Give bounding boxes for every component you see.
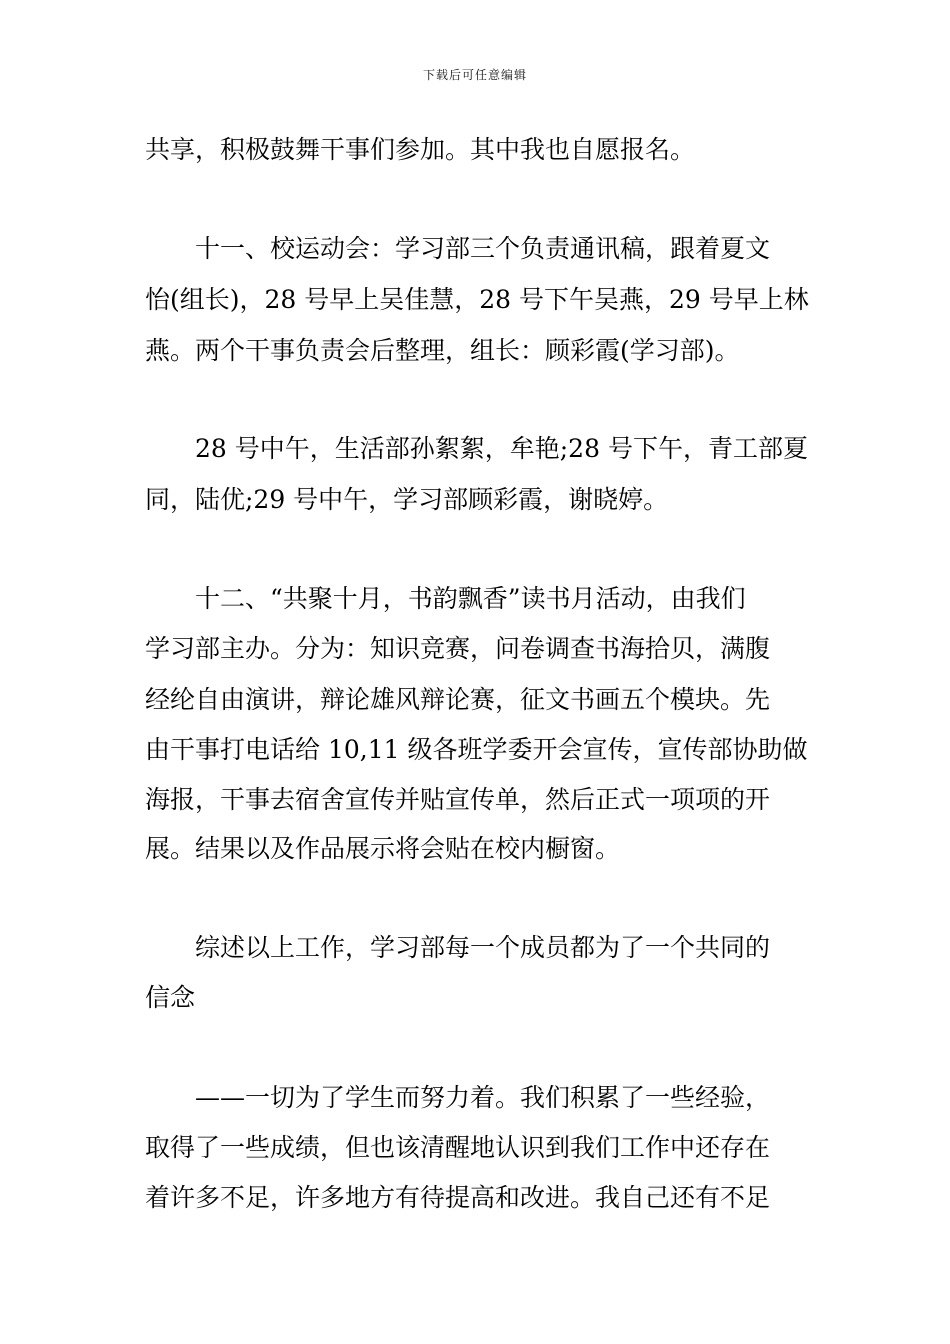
header-note: 下载后可任意编辑 xyxy=(422,68,527,82)
text-line: 十一、校运动会：学习部三个负责通讯稿，跟着夏文 xyxy=(195,234,771,263)
text-line: ——一切为了学生而努力着。我们积累了一些经验， xyxy=(195,1083,771,1112)
text-line: 经纶自由演讲，辩论雄风辩论赛，征文书画五个模块。先 xyxy=(145,685,771,714)
text-line: 信念 xyxy=(145,983,196,1012)
text-line: 同，陆优;29 号中午，学习部顾彩霞，谢晓婷。 xyxy=(145,485,669,514)
text-line: 怡(组长)，28 号早上吴佳慧，28 号下午吴燕，29 号早上林 xyxy=(145,285,809,314)
text-line: 共享，积极鼓舞干事们参加。其中我也自愿报名。 xyxy=(145,135,696,164)
text-line: 着许多不足，许多地方有待提高和改进。我自己还有不足 xyxy=(145,1183,771,1212)
text-line: 海报，干事去宿舍宣传并贴宣传单，然后正式一项项的开 xyxy=(145,785,771,814)
text-line: 综述以上工作，学习部每一个成员都为了一个共同的 xyxy=(195,933,771,962)
text-line: 十二、“共聚十月，书韵飘香”读书月活动，由我们 xyxy=(195,584,746,613)
text-line: 取得了一些成绩，但也该清醒地认识到我们工作中还存在 xyxy=(145,1133,771,1162)
text-line: 由干事打电话给 10,11 级各班学委开会宣传，宣传部协助做 xyxy=(145,735,808,764)
text-line: 学习部主办。分为：知识竞赛，问卷调查书海拾贝，满腹 xyxy=(145,634,771,663)
text-line: 燕。两个干事负责会后整理，组长：顾彩霞(学习部)。 xyxy=(145,336,740,365)
text-line: 28 号中午，生活部孙絮絮，牟艳;28 号下午，青工部夏 xyxy=(195,434,808,463)
text-line: 展。结果以及作品展示将会贴在校内橱窗。 xyxy=(145,834,621,863)
